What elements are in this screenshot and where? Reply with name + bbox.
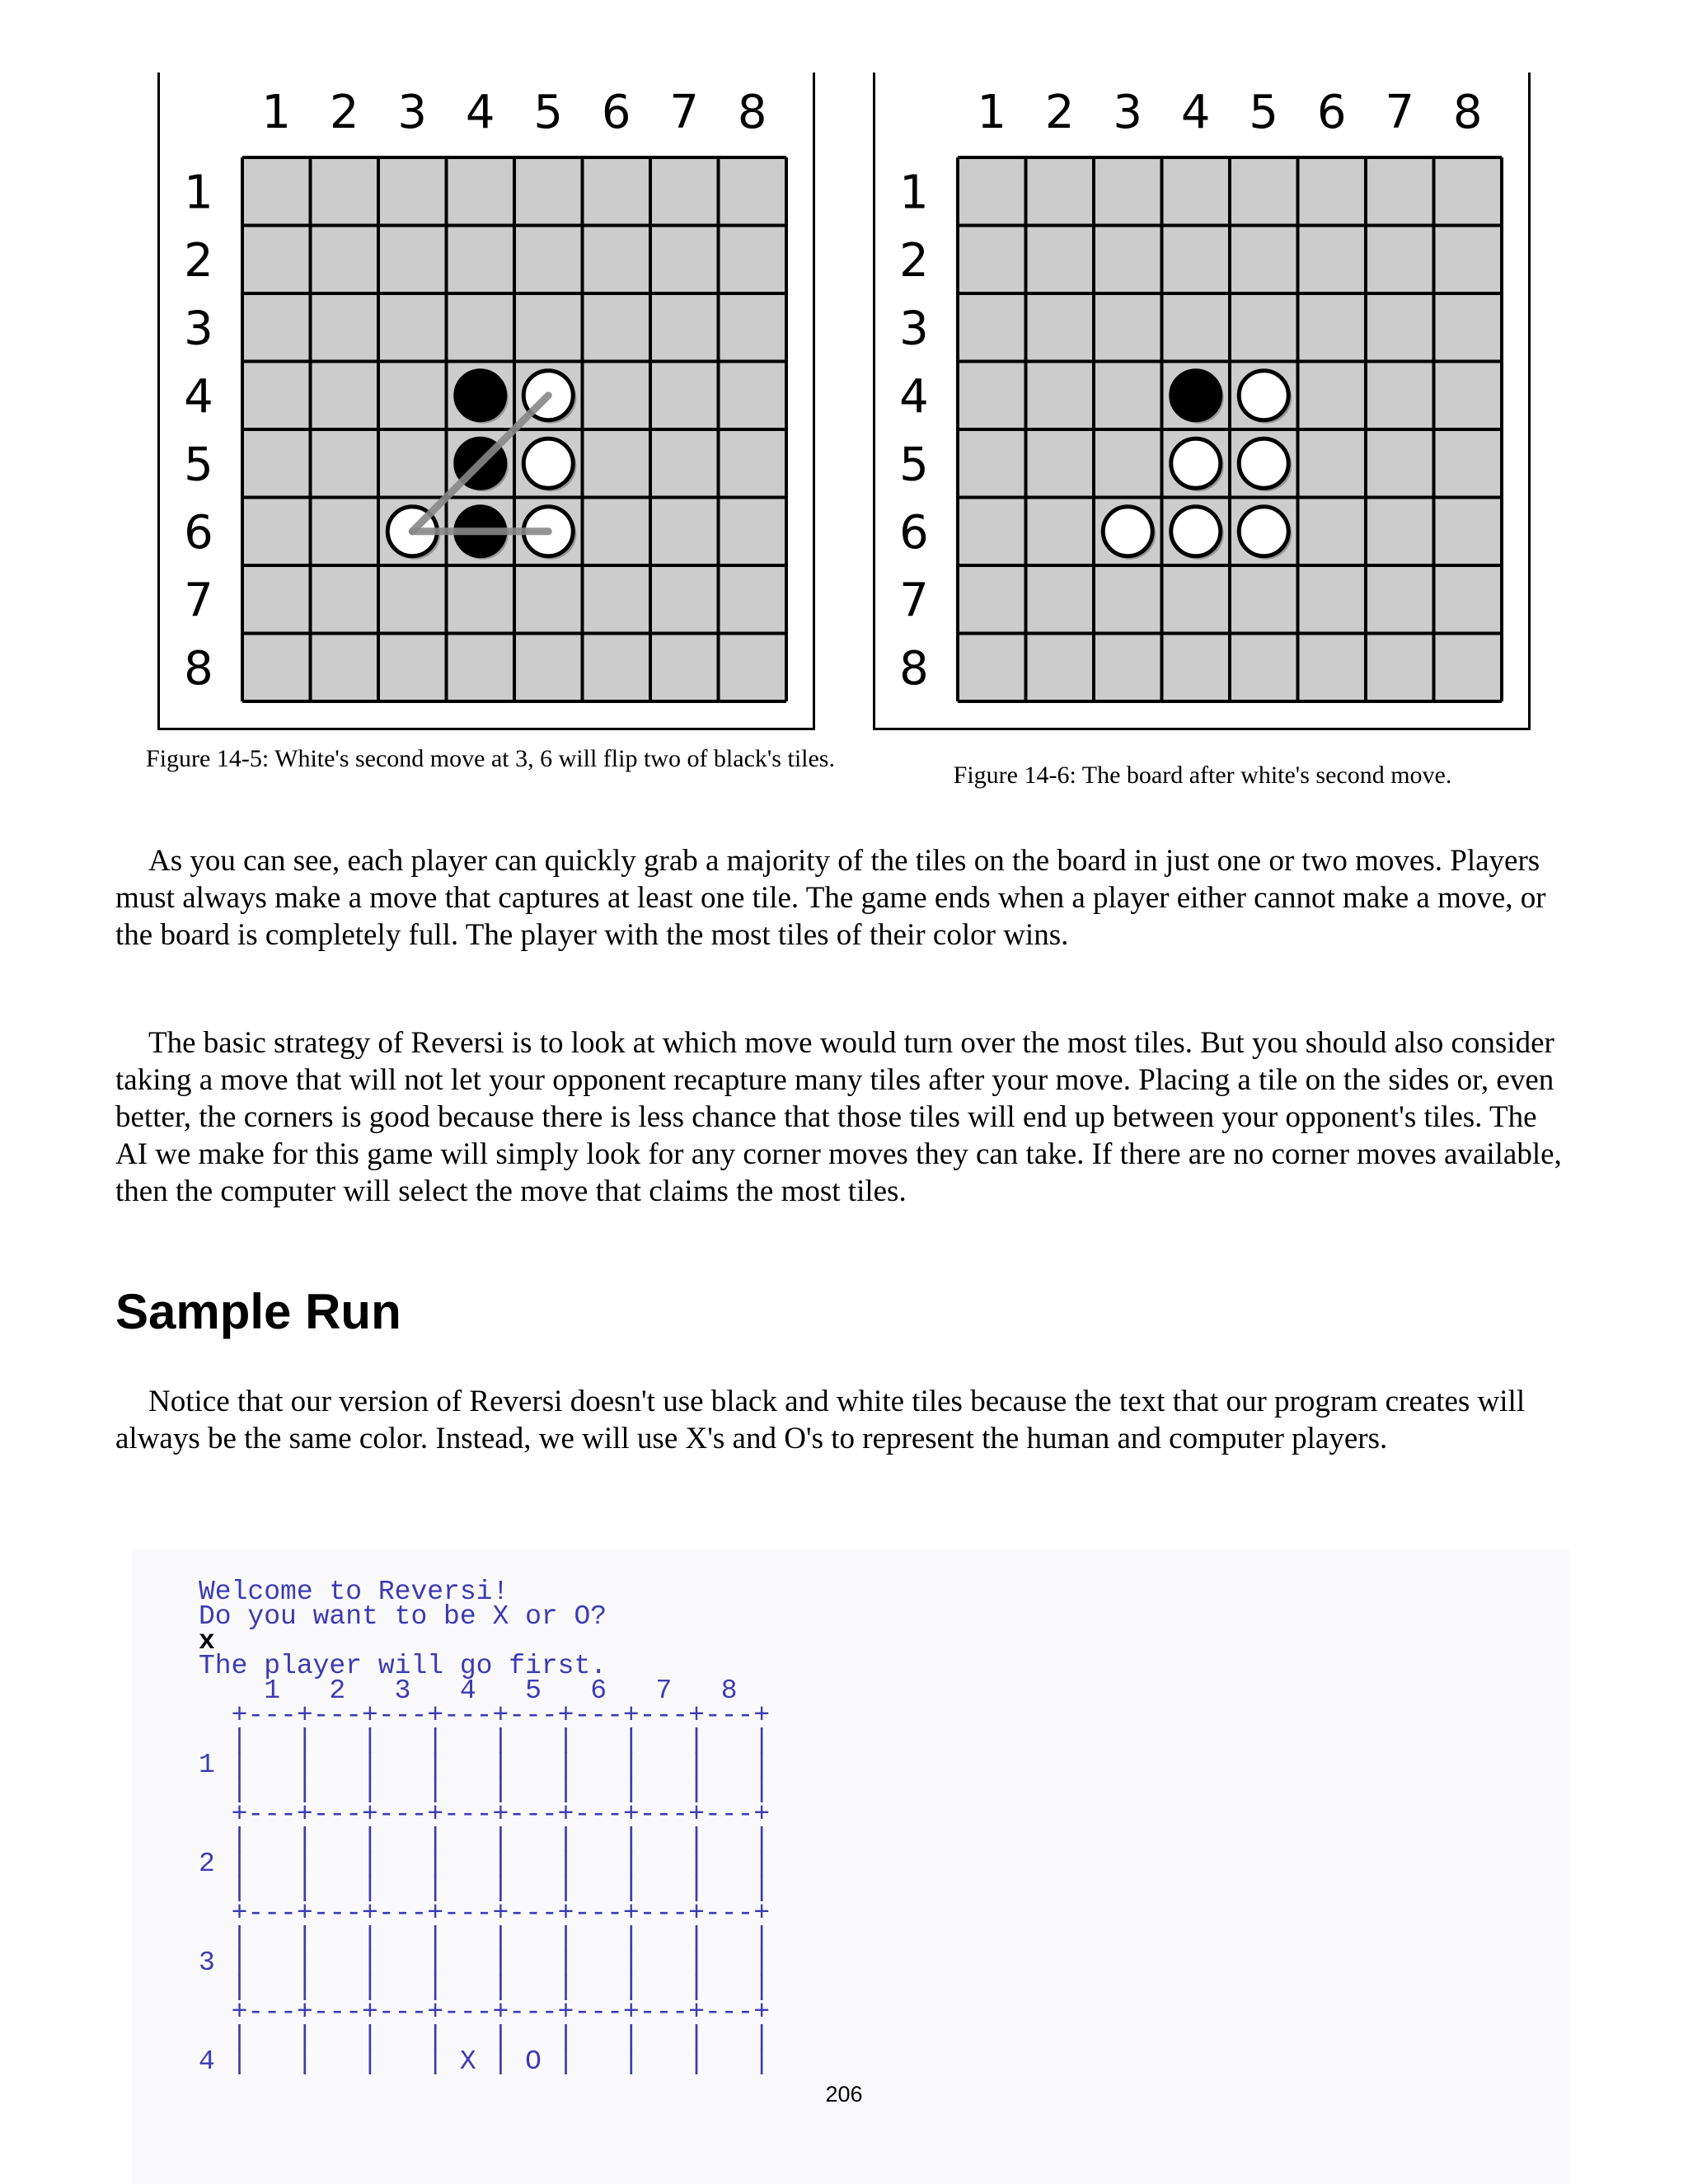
body-paragraph: Notice that our version of Reversi doesn't use black and white tiles because the text that our program creates will always be the same color. Instead, we will use X's and O's to represent the human and computer players. (115, 1385, 1526, 1455)
column-label: 3 (1113, 86, 1143, 139)
figure-14-5-board (157, 73, 815, 730)
code-line: Do you want to be X or O? (199, 1601, 607, 1632)
row-label: 7 (899, 574, 929, 628)
body-paragraph: The basic strategy of Reversi is to look at which move would turn over the most tiles. But you should also consider taking a move that will not let your opponent recapture many tiles after your move. Placing a tile on the sides or, even better, the corners is good because there is less chance that those tiles will end up between your opponent's tiles. The AI we make for this game will simply look for any corner moves they can take. If there are no corner moves available, then the computer will select the move that claims the most tiles. (115, 1026, 1562, 1208)
figure-caption-14-6: Figure 14-6: The board after white's second move. (953, 762, 1452, 789)
row-label: 7 (184, 574, 213, 628)
column-label: 8 (737, 86, 767, 139)
white-tile (523, 438, 573, 488)
white-tile (1103, 507, 1152, 556)
column-label: 1 (261, 86, 292, 139)
row-label: 2 (899, 233, 929, 288)
row-label: 4 (899, 369, 929, 424)
text-board: 1 2 3 4 5 6 7 8 +---+---+---+---+---+---+---+---+ | | | | | | | | | 1 | | | | | | | | | | | | | | | | | | +---+---+---+---+---+---+---+---+ | | | | | | | | | 2 | | | | | | | | | | | | | | | | | | +---+---+---+---+---+---+---+---+ | | | | | | | | | 3 | | | | | | | | | | | | | | | | | | +---+---+---+---+---+---+---+---+ | | | | | | | | | 4 | | | | X | O | | | | (199, 1675, 771, 2077)
row-label: 6 (899, 505, 929, 560)
row-label: 4 (184, 369, 213, 424)
row-label: 1 (899, 166, 929, 220)
page-number: 206 (825, 2082, 863, 2107)
row-label: 2 (184, 233, 213, 288)
figure-caption-14-5: Figure 14-5: White's second move at 3, 6 will flip two of black's tiles. (146, 745, 835, 772)
code-line: Welcome to Reversi! (199, 1577, 509, 1607)
row-label: 8 (899, 641, 929, 696)
figure-14-6-board (873, 73, 1531, 730)
column-label: 2 (329, 86, 359, 139)
row-label: 3 (184, 302, 213, 356)
white-tile (1171, 438, 1221, 488)
column-label: 6 (601, 86, 631, 139)
code-line: The player will go first. (199, 1651, 607, 1681)
row-label: 5 (184, 438, 213, 492)
row-label: 1 (184, 166, 213, 220)
white-tile (1239, 371, 1288, 420)
section-heading: Sample Run (115, 1284, 401, 1339)
sample-run-output (199, 1577, 771, 2077)
row-label: 8 (184, 641, 213, 696)
row-label: 6 (184, 505, 213, 560)
column-label: 8 (1452, 86, 1483, 139)
body-paragraph: As you can see, each player can quickly grab a majority of the tiles on the board in just one or two moves. Players must always make a move that captures at least one tile. The game ends when a player either cannot make a move, or the board is completely full. The player with the most tiles of their color wins. (115, 844, 1546, 952)
column-label: 7 (669, 86, 700, 139)
black-tile (456, 371, 505, 420)
column-label: 3 (397, 86, 428, 139)
reversi-board-diagram (160, 73, 813, 730)
column-label: 5 (1249, 86, 1279, 139)
column-label: 1 (977, 86, 1007, 139)
column-label: 4 (1180, 86, 1211, 139)
user-input: x (199, 1626, 215, 1657)
white-tile (1239, 438, 1288, 488)
white-tile (1171, 507, 1221, 556)
column-label: 4 (465, 86, 495, 139)
column-label: 2 (1044, 86, 1075, 139)
reversi-board-diagram (875, 73, 1528, 730)
column-label: 7 (1385, 86, 1415, 139)
black-tile (1171, 371, 1221, 420)
row-label: 3 (899, 302, 929, 356)
column-label: 6 (1316, 86, 1347, 139)
row-label: 5 (899, 438, 929, 492)
white-tile (1239, 507, 1288, 556)
column-label: 5 (533, 86, 564, 139)
